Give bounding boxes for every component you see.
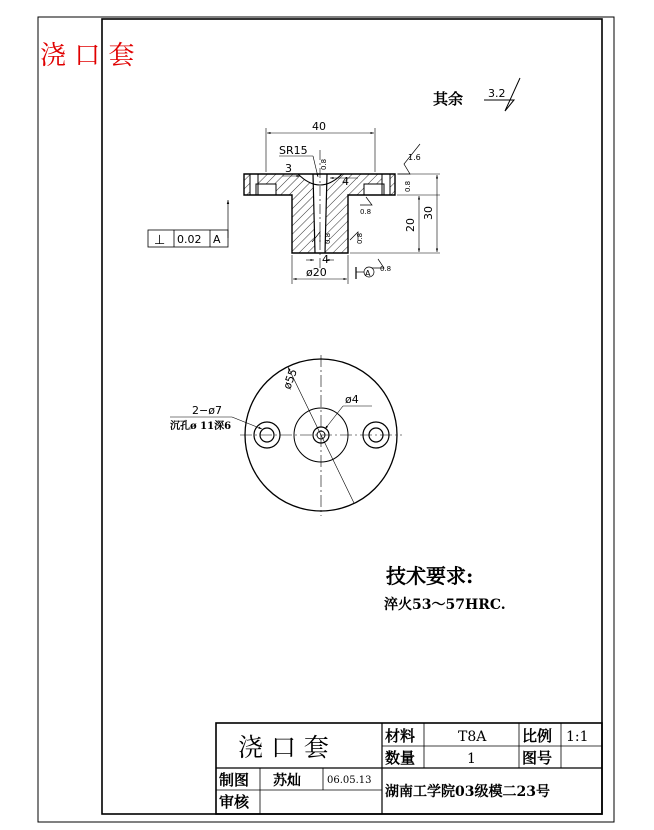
- counterbore-label: 沉孔ø 11深6: [170, 421, 232, 432]
- section-view: [148, 120, 440, 284]
- dim-30: 30: [422, 206, 435, 220]
- roughness-0-8-b: 0.8: [356, 232, 364, 244]
- roughness-0-8-d: 0.8: [404, 180, 412, 192]
- school-label: 湖南工学院03级模二23号: [385, 784, 550, 800]
- quantity-label: 数量: [385, 749, 416, 767]
- tolerance-frame: [148, 200, 228, 248]
- plan-view: [169, 355, 402, 516]
- tolerance-datum: A: [213, 233, 221, 246]
- scale-value: 1:1: [566, 729, 589, 745]
- dim-phi55: ø55: [280, 367, 300, 392]
- roughness-note: [433, 78, 520, 111]
- dim-width: 40: [312, 120, 326, 133]
- dim-phi20: ø20: [306, 266, 327, 279]
- dim-phi4: ø4: [345, 393, 359, 406]
- holes-label: 2−ø7: [192, 404, 222, 417]
- datum-label: A: [365, 269, 371, 278]
- corner-title: 浇 口 套: [40, 41, 135, 71]
- outer-border: [38, 17, 614, 822]
- drawing-no-label: 图号: [522, 749, 553, 767]
- roughness-0-8-e: 0.8: [320, 158, 328, 170]
- title-block: [216, 723, 602, 814]
- drawing-date: 06.05.13: [327, 775, 372, 786]
- material-label: 材料: [385, 727, 416, 745]
- quantity-value: 1: [467, 751, 476, 767]
- roughness-0-8-a: 0.8: [360, 208, 372, 216]
- roughness-note-value: 3.2: [488, 87, 506, 100]
- inner-border: [102, 19, 602, 814]
- drawn-by: 苏灿: [273, 773, 301, 789]
- dim-4-bottom: 4: [322, 253, 329, 266]
- perpendicularity-icon: ⊥: [154, 233, 166, 248]
- roughness-note-label: 其余: [433, 90, 464, 108]
- part-name: 浇 口 套: [238, 733, 329, 762]
- roughness-mark-icon: [360, 197, 372, 205]
- tech-req-line1: 淬火53～57HRC.: [384, 597, 506, 613]
- tech-req-heading: 技术要求:: [386, 564, 474, 588]
- material-value: T8A: [458, 729, 487, 745]
- dim-3: 3: [285, 162, 292, 175]
- dim-sphere: SR15: [279, 144, 308, 157]
- tolerance-value: 0.02: [177, 233, 202, 246]
- roughness-0-8-f: 0.8: [380, 265, 392, 273]
- roughness-1-6: 1.6: [408, 153, 421, 162]
- dim-4-top: 4: [342, 175, 349, 188]
- dim-20: 20: [404, 218, 417, 232]
- checked-label: 审核: [219, 793, 250, 811]
- scale-label: 比例: [522, 727, 553, 745]
- roughness-0-8-c: 0.8: [324, 232, 332, 244]
- drawn-label: 制图: [219, 771, 250, 789]
